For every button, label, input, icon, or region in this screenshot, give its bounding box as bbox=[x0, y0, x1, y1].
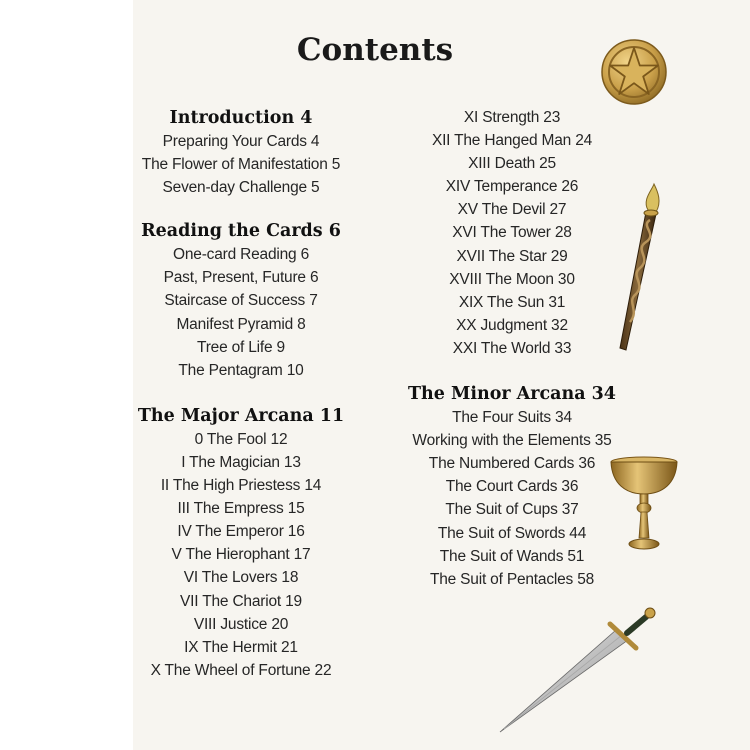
toc-entry[interactable]: XVII The Star 29 bbox=[456, 247, 568, 265]
toc-entry[interactable]: The Four Suits 34 bbox=[452, 409, 572, 427]
toc-entry[interactable]: XIV Temperance 26 bbox=[445, 178, 579, 196]
toc-entry[interactable]: Preparing Your Cards 4 bbox=[162, 133, 320, 150]
toc-entry[interactable]: XXI The World 33 bbox=[452, 339, 572, 357]
toc-entry[interactable]: XIII Death 25 bbox=[468, 155, 556, 173]
toc-entry[interactable]: XV The Devil 27 bbox=[457, 201, 567, 219]
toc-entry[interactable]: VIII Justice 20 bbox=[193, 615, 289, 633]
toc-entry[interactable]: The Suit of Wands 51 bbox=[439, 547, 585, 565]
toc-entry[interactable]: XX Judgment 32 bbox=[456, 316, 568, 334]
toc-entry[interactable]: The Pentagram 10 bbox=[178, 361, 304, 379]
section-heading-major-arcana[interactable]: The Major Arcana 11 bbox=[137, 405, 345, 426]
toc-entry[interactable]: IV The Emperor 16 bbox=[177, 523, 305, 541]
chalice-icon bbox=[608, 456, 680, 552]
toc-entry[interactable]: The Suit of Swords 44 bbox=[437, 524, 587, 542]
sword-icon bbox=[494, 604, 666, 734]
toc-entry[interactable]: II The High Priestess 14 bbox=[160, 477, 322, 495]
pentacle-coin-icon bbox=[600, 38, 668, 106]
toc-entry[interactable]: The Numbered Cards 36 bbox=[428, 455, 596, 473]
toc-entry[interactable]: The Flower of Manifestation 5 bbox=[141, 156, 341, 174]
toc-entry[interactable]: Manifest Pyramid 8 bbox=[176, 315, 306, 333]
toc-entry[interactable]: 0 The Fool 12 bbox=[194, 430, 288, 448]
toc-entry[interactable]: III The Empress 15 bbox=[177, 500, 305, 518]
toc-entry[interactable]: XVI The Tower 28 bbox=[452, 224, 572, 242]
toc-entry[interactable]: XI Strength 23 bbox=[463, 109, 561, 126]
section-heading-minor-arcana[interactable]: The Minor Arcana 34 bbox=[407, 384, 616, 405]
right-column bbox=[400, 106, 624, 591]
toc-entry[interactable]: Staircase of Success 7 bbox=[164, 292, 318, 310]
toc-entry[interactable]: I The Magician 13 bbox=[181, 453, 301, 471]
toc-entry[interactable]: Seven-day Challenge 5 bbox=[162, 179, 320, 197]
toc-entry[interactable]: V The Hierophant 17 bbox=[171, 546, 311, 564]
section-heading-introduction[interactable]: Introduction 4 bbox=[169, 108, 313, 128]
toc-entry[interactable]: The Court Cards 36 bbox=[445, 478, 579, 496]
toc-entry[interactable]: XIX The Sun 31 bbox=[458, 293, 566, 311]
page-title: Contents bbox=[296, 32, 454, 68]
toc-entry[interactable]: X The Wheel of Fortune 22 bbox=[150, 661, 332, 679]
toc-entry[interactable]: XII The Hanged Man 24 bbox=[431, 132, 593, 150]
toc-entry[interactable]: Tree of Life 9 bbox=[197, 338, 285, 356]
toc-entry[interactable]: VII The Chariot 19 bbox=[180, 592, 302, 610]
section-heading-reading-the-cards[interactable]: Reading the Cards 6 bbox=[141, 221, 341, 242]
toc-entry[interactable]: XVIII The Moon 30 bbox=[449, 270, 575, 288]
toc-entry[interactable]: Working with the Elements 35 bbox=[412, 432, 612, 450]
toc-entry[interactable]: The Suit of Cups 37 bbox=[445, 501, 579, 519]
toc-entry[interactable]: VI The Lovers 18 bbox=[183, 569, 299, 587]
toc-entry[interactable]: One-card Reading 6 bbox=[173, 246, 309, 264]
left-column bbox=[130, 106, 352, 682]
toc-entry[interactable]: IX The Hermit 21 bbox=[184, 638, 298, 656]
wand-icon bbox=[612, 180, 672, 356]
toc-entry[interactable]: The Suit of Pentacles 58 bbox=[429, 570, 595, 588]
toc-entry[interactable]: Past, Present, Future 6 bbox=[163, 269, 319, 287]
